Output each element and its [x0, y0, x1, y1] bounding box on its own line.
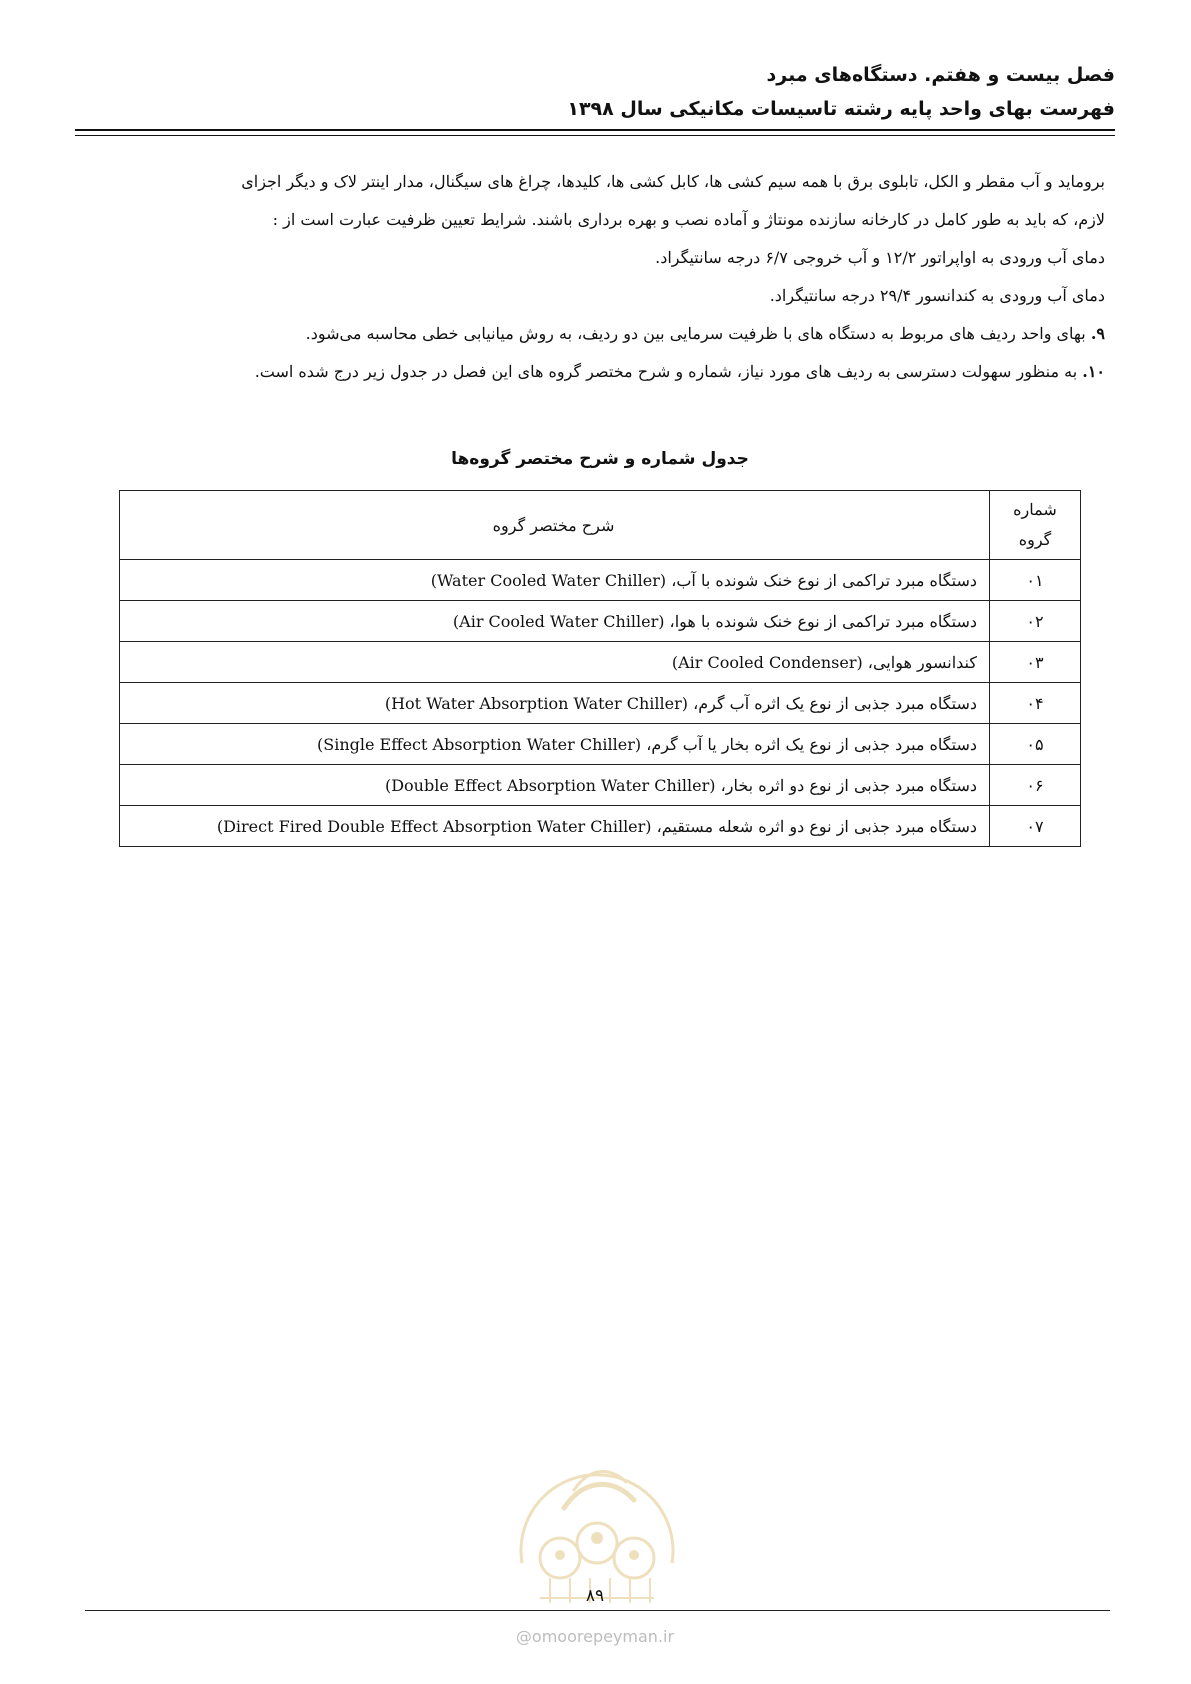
group-number: ۰۶ — [990, 765, 1081, 806]
item-number: ۱۰. — [1082, 362, 1105, 381]
page-number: ۸۹ — [585, 1586, 605, 1606]
item-text: به منظور سهولت دسترسی به رديف های مورد نياز، شماره و شرح مختصر گروه های اين فصل در جدول زير درج شده است. — [254, 362, 1078, 381]
group-number: ۰۵ — [990, 724, 1081, 765]
table-row — [120, 642, 1081, 683]
group-description: دستگاه مبرد جذبی از نوع دو اثره شعله مستقيم، (Direct Fired Double Effect Absorption Water Chiller) — [120, 806, 990, 847]
header-rule-thick — [75, 129, 1115, 131]
group-description: دستگاه مبرد تراكمی از نوع خنک شونده با هوا، (Air Cooled Water Chiller) — [120, 601, 990, 642]
group-table — [119, 490, 1081, 847]
header-no-line: شماره — [1013, 500, 1057, 519]
table-row — [120, 560, 1081, 601]
watermark-logo-icon — [504, 1438, 690, 1608]
table-row — [120, 683, 1081, 724]
table-row — [120, 601, 1081, 642]
group-description: دستگاه مبرد تراكمی از نوع خنک شونده با آب، (Water Cooled Water Chiller) — [120, 560, 990, 601]
group-description: دستگاه مبرد جذبی از نوع يک اثره آب گرم، (Hot Water Absorption Water Chiller) — [120, 683, 990, 724]
header-group-number — [990, 491, 1081, 560]
intro-item-10 — [85, 353, 1105, 391]
header-group-description: شرح مختصر گروه — [120, 491, 990, 560]
item-number: ۹. — [1090, 324, 1105, 343]
group-description: دستگاه مبرد جذبی از نوع دو اثره بخار، (Double Effect Absorption Water Chiller) — [120, 765, 990, 806]
page-header — [75, 58, 1115, 126]
group-number: ۰۳ — [990, 642, 1081, 683]
chapter-title: فصل بیست و هفتم. دستگاه‌های مبرد — [766, 64, 1115, 86]
intro-line: برومايد و آب مقطر و الكل، تابلوی برق با همه سيم كشی ها، كابل كشی ها، كليدها، چراغ های سيگنال، مدار اينتر لاک و ديگر اجزای — [241, 172, 1105, 191]
group-number: ۰۷ — [990, 806, 1081, 847]
intro-text — [85, 163, 1105, 391]
table-row — [120, 806, 1081, 847]
group-number: ۰۴ — [990, 683, 1081, 724]
intro-item-9 — [85, 315, 1105, 353]
header-rule-thin — [75, 135, 1115, 136]
group-number: ۰۲ — [990, 601, 1081, 642]
table-title: جدول شماره و شرح مختصر گروه‌ها — [451, 449, 749, 469]
group-number: ۰۱ — [990, 560, 1081, 601]
footer-rule — [85, 1610, 1110, 1611]
table-header-row — [120, 491, 1081, 560]
intro-line: دمای آب ورودی به كندانسور ۲۹/۴ درجه سانتيگراد. — [769, 286, 1105, 305]
header-no-line: گروه — [1018, 530, 1052, 549]
item-text: بهای واحد رديف های مربوط به دستگاه های با ظرفيت سرمايی بين دو رديف، به روش ميانيابی خطی محاسبه می‌شود. — [305, 324, 1086, 343]
list-title: فهرست بهای واحد پایه رشته تاسیسات مکانیکی سال ۱۳۹۸ — [567, 98, 1115, 120]
intro-line: لازم، كه بايد به طور كامل در كارخانه سازنده مونتاژ و آماده نصب و بهره برداری باشند. شرايط تعيين ظرفيت عبارت است از : — [272, 210, 1105, 229]
site-watermark: @omoorepeyman.ir — [515, 1627, 675, 1646]
intro-line: دمای آب ورودی به اواپراتور ۱۲/۲ و آب خروجی ۶/۷ درجه سانتيگراد. — [655, 248, 1105, 267]
group-description: كندانسور هوايی، (Air Cooled Condenser) — [120, 642, 990, 683]
group-description: دستگاه مبرد جذبی از نوع يک اثره بخار يا آب گرم، (Single Effect Absorption Water Chiller) — [120, 724, 990, 765]
table-row — [120, 724, 1081, 765]
table-row — [120, 765, 1081, 806]
